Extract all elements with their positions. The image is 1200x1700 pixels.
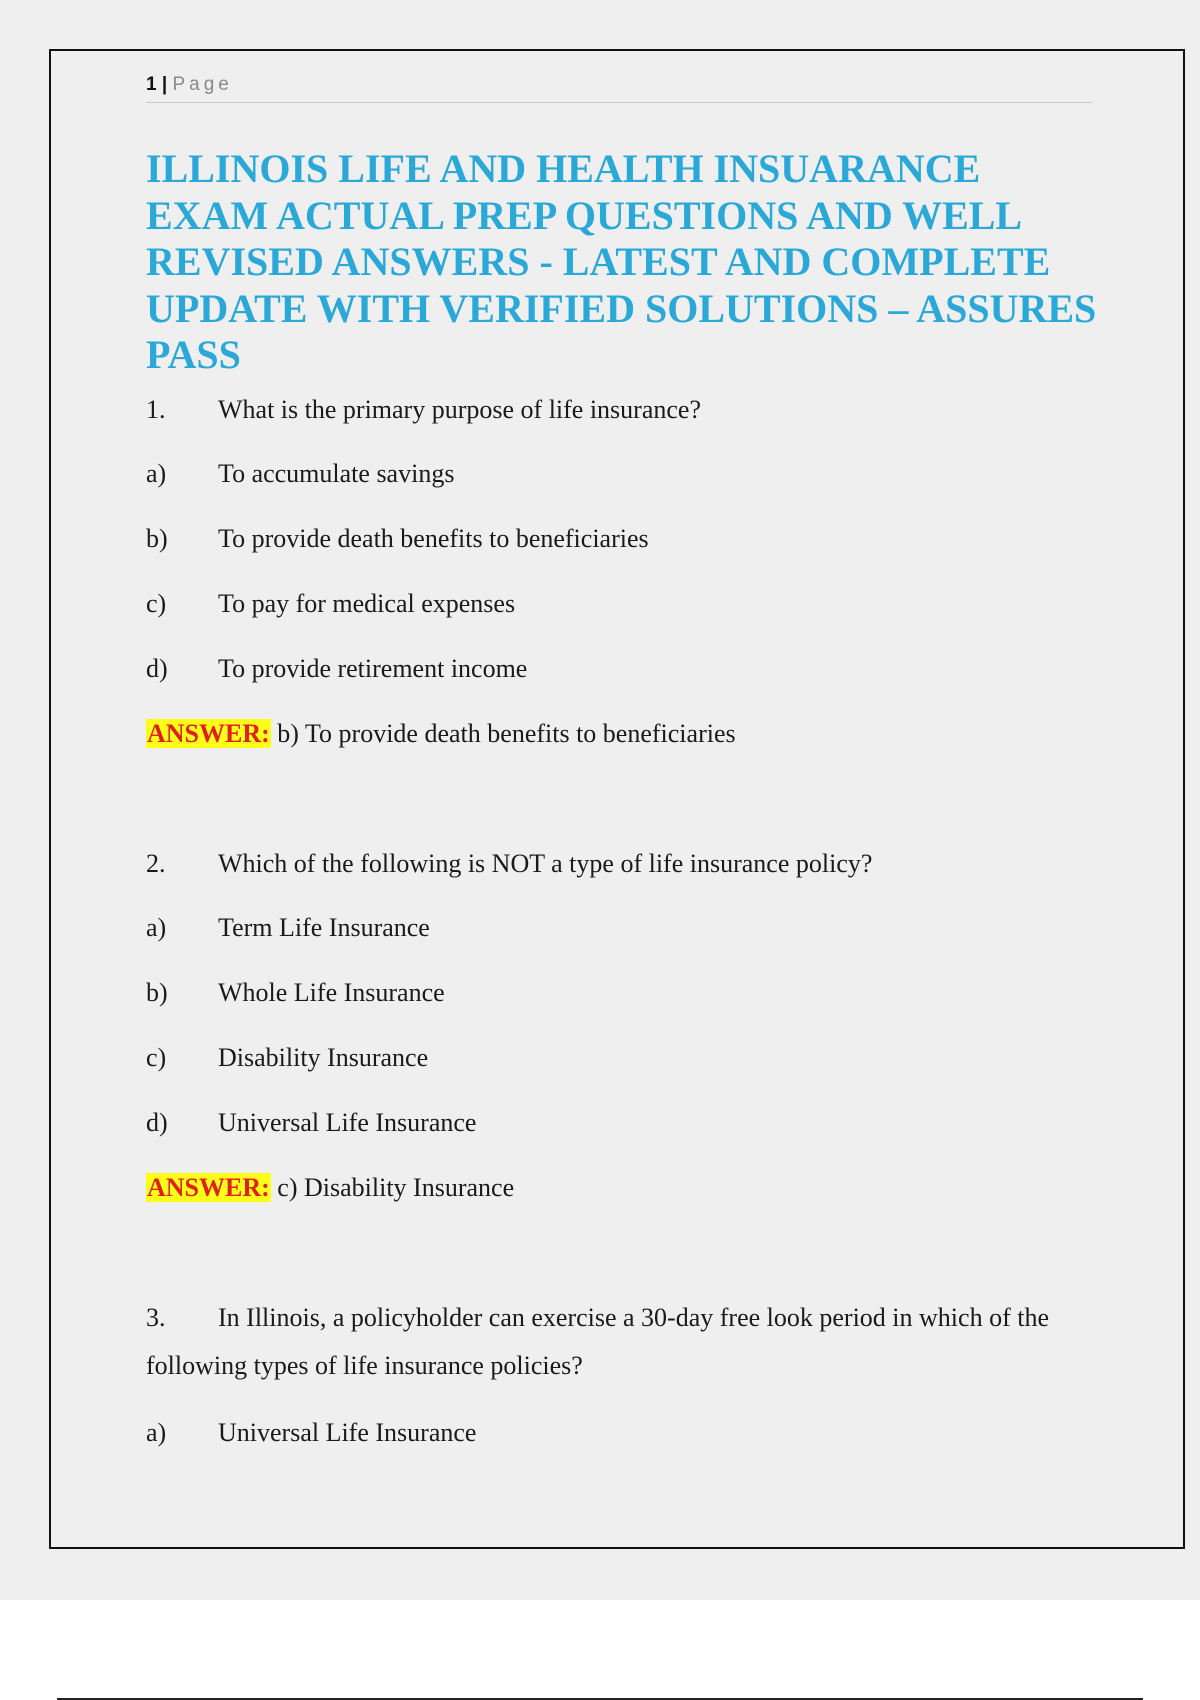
question-3 (146, 1294, 1096, 1390)
option-2c (146, 1042, 428, 1074)
option-2a (146, 912, 430, 944)
option-label: a) (146, 459, 167, 488)
option-text: Whole Life Insurance (218, 978, 445, 1007)
option-text: Universal Life Insurance (218, 1418, 477, 1447)
option-label: d) (146, 1108, 168, 1137)
answer-2 (146, 1172, 514, 1204)
option-2d (146, 1107, 476, 1139)
option-1a (146, 458, 454, 490)
document-title: ILLINOIS LIFE AND HEALTH INSUARANCE EXAM ACTUAL PREP QUESTIONS AND WELL REVISED ANSWERS - LATEST AND COMPLETE UPDATE WITH VERIFIED SOLUTIONS – ASSURES PASS (146, 146, 1097, 377)
option-1d (146, 653, 527, 685)
option-2b (146, 977, 445, 1009)
question-number: 1. (146, 395, 166, 424)
option-text: Universal Life Insurance (218, 1108, 477, 1137)
option-label: d) (146, 654, 168, 683)
page-header (146, 72, 1092, 103)
option-text: To provide retirement income (218, 654, 528, 683)
option-label: b) (146, 978, 168, 1007)
answer-text: c) Disability Insurance (277, 1173, 515, 1202)
answer-text: b) To provide death benefits to beneficiaries (277, 719, 736, 748)
page-number: 1 (146, 74, 157, 95)
question-1 (146, 394, 701, 426)
option-text: To provide death benefits to beneficiaries (218, 524, 649, 553)
option-label: b) (146, 524, 168, 553)
option-3a (146, 1417, 476, 1449)
answer-tag: ANSWER: (147, 719, 270, 748)
option-text: Disability Insurance (218, 1043, 429, 1072)
option-text: To accumulate savings (218, 459, 455, 488)
question-number: 3. (146, 1303, 166, 1332)
option-text: Term Life Insurance (218, 913, 430, 942)
page-separator: | (161, 74, 168, 95)
option-label: c) (146, 1043, 167, 1072)
option-label: a) (146, 1418, 167, 1447)
option-text: To pay for medical expenses (218, 589, 516, 618)
question-number: 2. (146, 849, 166, 878)
answer-tag: ANSWER: (147, 1173, 270, 1202)
option-label: c) (146, 589, 167, 618)
option-label: a) (146, 913, 167, 942)
answer-1 (146, 718, 736, 750)
option-1b (146, 523, 649, 555)
question-text: In Illinois, a policyholder can exercise a 30-day free look period in which of the following types of life insurance policies? (146, 1303, 1049, 1380)
question-2 (146, 848, 872, 880)
page-word: Page (172, 74, 233, 95)
question-text: Which of the following is NOT a type of life insurance policy? (218, 849, 873, 878)
question-text: What is the primary purpose of life insurance? (218, 395, 701, 424)
option-1c (146, 588, 515, 620)
